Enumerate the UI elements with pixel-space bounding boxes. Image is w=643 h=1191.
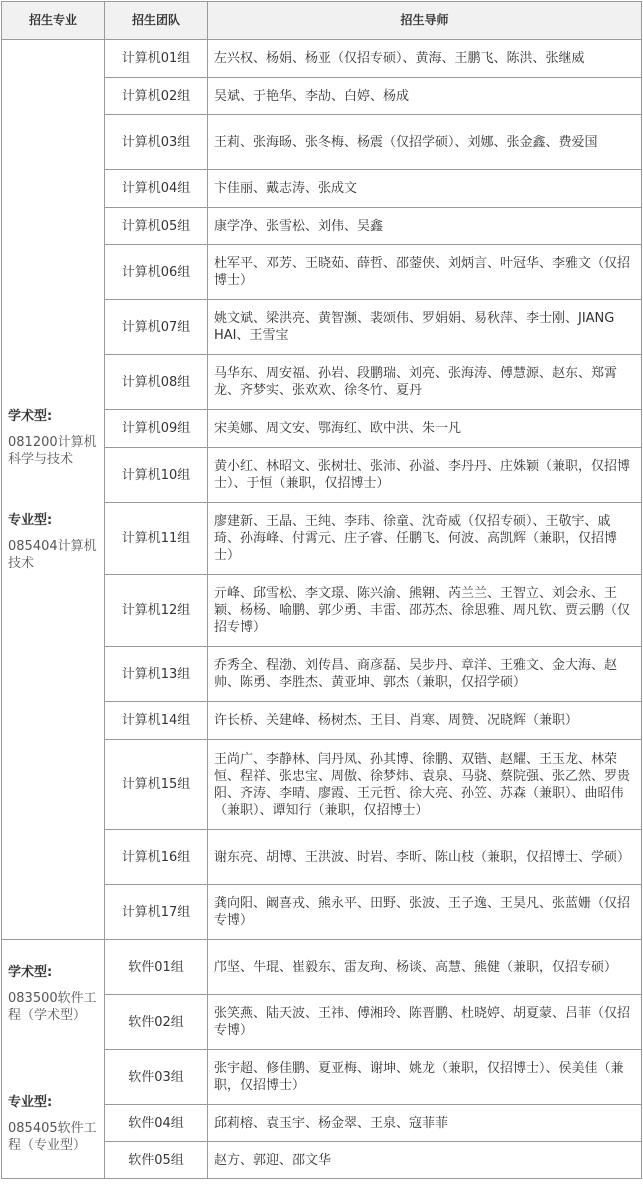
advisors-cell: 廖建新、王晶、王纯、李玮、徐童、沈奇威（仅招专硕）、王敬宇、戚琦、孙海峰、付霄元、庄子睿、任鹏飞、何波、高凯辉（兼职，仅招博士） (208, 503, 642, 575)
team-cell: 软件01组 (105, 940, 208, 995)
team-cell: 软件02组 (105, 995, 208, 1050)
team-cell: 计算机08组 (105, 355, 208, 410)
team-cell: 计算机03组 (105, 115, 208, 170)
header-major: 招生专业 (2, 2, 105, 40)
major-type: 学术型: (8, 408, 53, 424)
table-row (2, 940, 642, 995)
table-row (2, 40, 642, 78)
advisors-cell: 邝坚、牛琨、崔毅东、雷友珣、杨谈、高慧、熊健（兼职，仅招专硕） (208, 940, 642, 995)
team-cell: 计算机13组 (105, 647, 208, 702)
advisors-cell: 马华东、周安福、孙岩、段鹏瑞、刘亮、张海涛、傅慧源、赵东、郑霄龙、齐梦实、张欢欢、徐冬竹、夏丹 (208, 355, 642, 410)
advisors-cell: 许长桥、关建峰、杨树杰、王目、肖寒、周赞、况晓辉（兼职） (208, 702, 642, 740)
advisors-cell: 乔秀全、程渤、刘传昌、商彦磊、吴步丹、章洋、王雅文、金大海、赵帅、陈勇、李胜杰、黄亚坤、郭杰（兼职，仅招学硕） (208, 647, 642, 702)
advisors-cell: 左兴权、杨娟、杨亚（仅招专硕）、黄海、王鹏飞、陈洪、张继威 (208, 40, 642, 78)
advisors-cell: 王尚广、李静林、闫丹凤、孙其博、徐鹏、双锴、赵耀、王玉龙、林荣恒、程祥、张忠宝、周傲、徐梦炜、袁泉、马骁、蔡院强、张乙然、罗贵阳、齐涛、李晴、廖霞、王元哲、徐大亮、孙笠、苏森（兼职）、曲昭伟（兼职）、谭知行（兼职，仅招博士） (208, 740, 642, 830)
major-cell (2, 40, 105, 940)
team-cell: 计算机15组 (105, 740, 208, 830)
team-cell: 计算机10组 (105, 448, 208, 503)
major-name: 085405软件工程（专业型） (8, 1121, 97, 1153)
header-row (2, 2, 642, 40)
advisor-table (1, 1, 642, 1179)
advisors-cell: 邱莉榕、袁玉宇、杨金翠、王泉、寇菲菲 (208, 1105, 642, 1142)
major-name: 083500软件工程（学术型） (8, 991, 97, 1023)
advisors-cell: 杜军平、邓芳、王晓茹、薛哲、邵蓥侠、刘炳言、叶冠华、李雅文（仅招博士） (208, 245, 642, 300)
advisors-cell: 张宇超、修佳鹏、夏亚梅、谢坤、姚龙（兼职，仅招博士）、侯美佳（兼职，仅招博士） (208, 1050, 642, 1105)
major-cell (2, 940, 105, 1179)
advisors-cell: 宋美娜、周文安、鄂海红、欧中洪、朱一凡 (208, 410, 642, 448)
major-name: 081200计算机科学与技术 (8, 434, 97, 467)
team-cell: 计算机09组 (105, 410, 208, 448)
advisors-cell: 亓峰、邱雪松、李文璟、陈兴渝、熊翱、芮兰兰、王智立、刘会永、王颖、杨杨、喻鹏、郭少勇、丰雷、邵苏杰、徐思雅、周凡钦、贾云鹏（仅招专博） (208, 575, 642, 647)
team-cell: 计算机05组 (105, 208, 208, 245)
team-cell: 计算机17组 (105, 885, 208, 940)
advisors-cell: 吴斌、于艳华、李劼、白婷、杨成 (208, 78, 642, 115)
team-cell: 计算机16组 (105, 830, 208, 885)
team-cell: 软件04组 (105, 1105, 208, 1142)
major-name: 085404计算机技术 (8, 538, 97, 571)
team-cell: 计算机14组 (105, 702, 208, 740)
team-cell: 计算机11组 (105, 503, 208, 575)
team-cell: 计算机12组 (105, 575, 208, 647)
team-cell: 计算机06组 (105, 245, 208, 300)
header-advisors: 招生导师 (208, 2, 642, 40)
team-cell: 软件03组 (105, 1050, 208, 1105)
major-type: 专业型: (8, 512, 53, 528)
advisors-cell: 龚向阳、阚喜戎、熊永平、田野、张波、王子逸、王昊凡、张蓝姗（仅招专博） (208, 885, 642, 940)
header-team: 招生团队 (105, 2, 208, 40)
major-type: 学术型: (8, 965, 53, 980)
advisors-cell: 王莉、张海旸、张冬梅、杨震（仅招学硕）、刘娜、张金鑫、费爱国 (208, 115, 642, 170)
advisors-cell: 康学净、张雪松、刘伟、吴鑫 (208, 208, 642, 245)
major-type: 专业型: (8, 1095, 53, 1110)
advisors-cell: 卞佳丽、戴志涛、张成文 (208, 170, 642, 208)
advisors-cell: 谢东亮、胡博、王洪波、时岩、李昕、陈山枝（兼职，仅招博士、学硕） (208, 830, 642, 885)
advisors-cell: 黄小红、林昭文、张树壮、张沛、孙溢、李丹丹、庄姝颖（兼职，仅招博士）、于恒（兼职，仅招博士） (208, 448, 642, 503)
team-cell: 计算机02组 (105, 78, 208, 115)
team-cell: 软件05组 (105, 1142, 208, 1179)
team-cell: 计算机07组 (105, 300, 208, 355)
team-cell: 计算机04组 (105, 170, 208, 208)
table-body (2, 40, 642, 1179)
team-cell: 计算机01组 (105, 40, 208, 78)
advisors-cell: 张笑燕、陆天波、王祎、傅湘玲、陈晋鹏、杜晓婷、胡夏蒙、吕菲（仅招专博） (208, 995, 642, 1050)
advisors-cell: 姚文斌、梁洪亮、黄智濒、裴颂伟、罗娟娟、易秋萍、李士刚、JIANG HAI、王雪宝 (208, 300, 642, 355)
advisors-cell: 赵方、郭迎、邵文华 (208, 1142, 642, 1179)
